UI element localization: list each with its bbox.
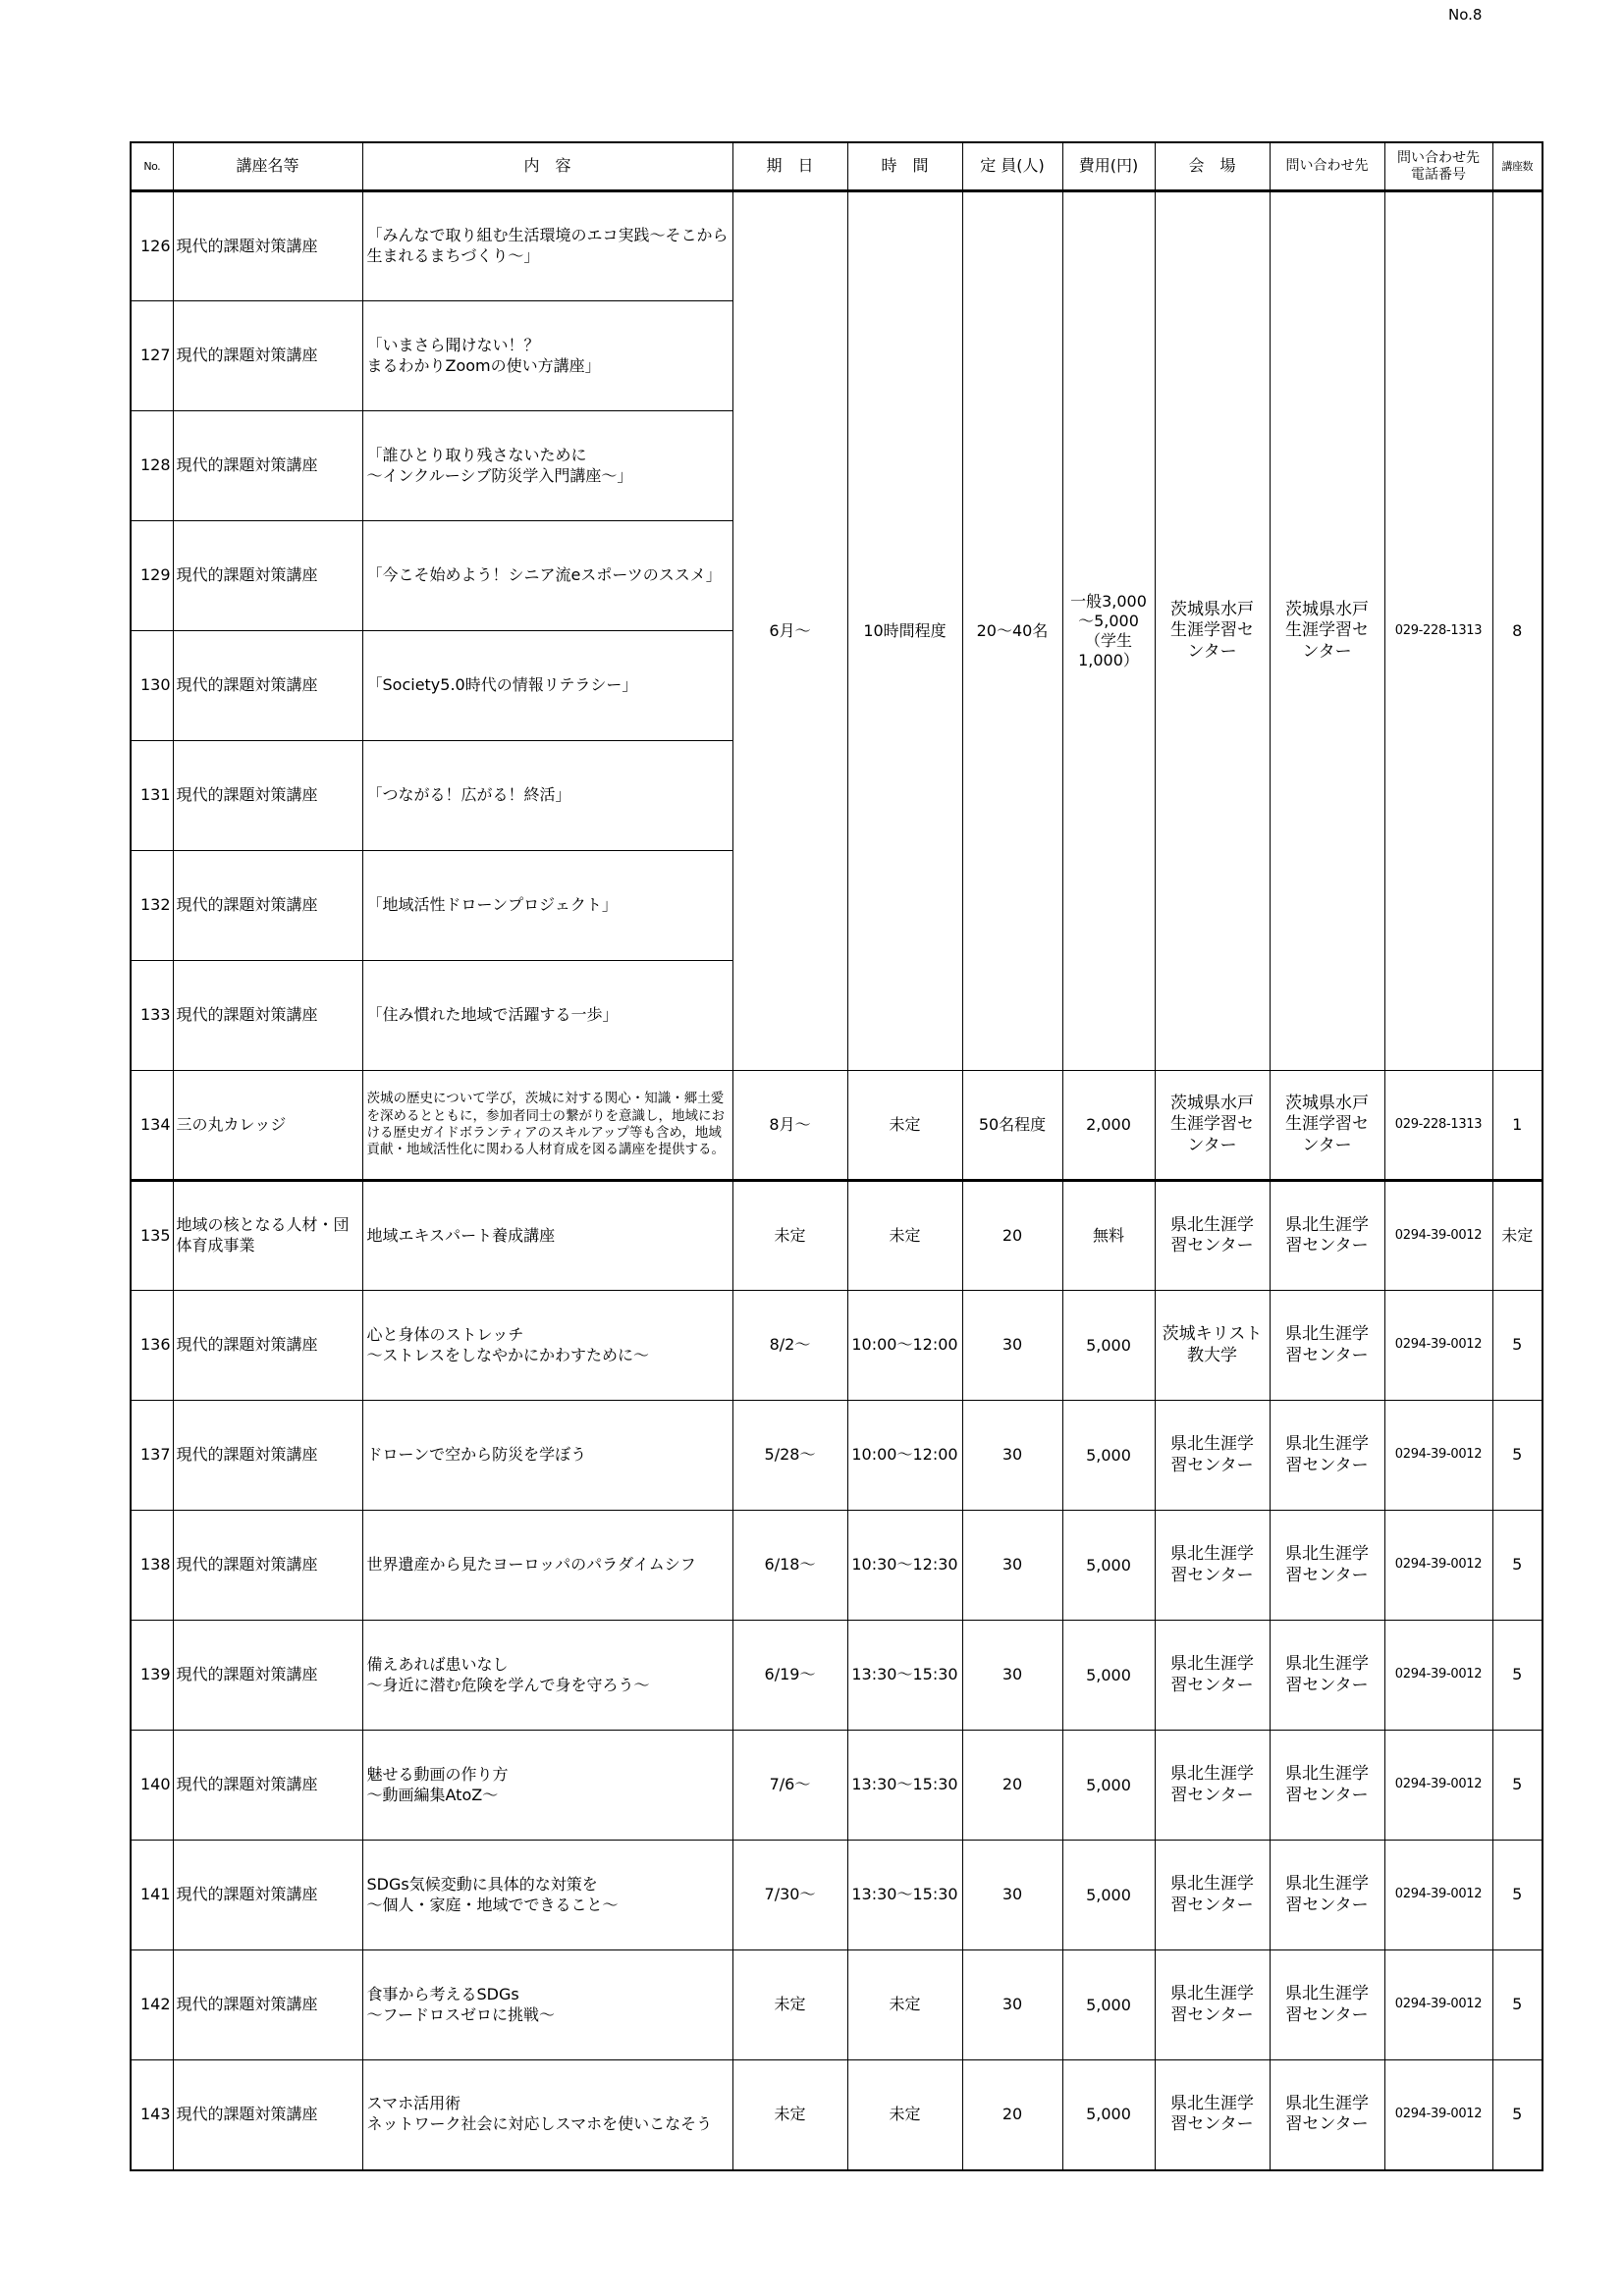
row-no: 134 <box>131 1071 173 1181</box>
row-no: 136 <box>131 1291 173 1401</box>
row-count: 5 <box>1492 1731 1543 1841</box>
row-venue: 県北生涯学 習センター <box>1155 1401 1270 1511</box>
row-no: 142 <box>131 1950 173 2060</box>
row-contact: 茨城県水戸 生涯学習セ ンター <box>1270 1071 1384 1181</box>
row-content: 「誰ひとり取り残さないために ～インクルーシブ防災学入門講座～」 <box>362 411 732 521</box>
row-no: 135 <box>131 1181 173 1291</box>
row-capacity: 30 <box>962 1511 1062 1621</box>
row-no: 127 <box>131 301 173 411</box>
row-venue: 茨城キリスト 教大学 <box>1155 1291 1270 1401</box>
row-capacity: 30 <box>962 1950 1062 2060</box>
row-course: 現代的課題対策講座 <box>173 1841 362 1950</box>
table-row <box>131 1731 1543 1841</box>
row-capacity: 20 <box>962 1181 1062 1291</box>
row-time: 13:30～15:30 <box>847 1841 962 1950</box>
table-row <box>131 1401 1543 1511</box>
row-no: 138 <box>131 1511 173 1621</box>
row-content: 世界遺産から見たヨーロッパのパラダイムシフ <box>362 1511 732 1621</box>
row-content: 茨城の歴史について学び，茨城に対する関心・知識・郷土愛を深めるとともに，参加者同士の繋がりを意識し，地域における歴史ガイドボランティアのスキルアップ等も含め，地域貢献・地域活性化に関わる人材育成を図る講座を提供する。 <box>362 1071 732 1181</box>
row-no: 139 <box>131 1621 173 1731</box>
row-count: 5 <box>1492 1621 1543 1731</box>
row-contact: 県北生涯学 習センター <box>1270 1511 1384 1621</box>
row-fee: 5,000 <box>1062 1841 1155 1950</box>
row-time: 未定 <box>847 1950 962 2060</box>
row-content: 心と身体のストレッチ ～ストレスをしなやかにかわすために～ <box>362 1291 732 1401</box>
row-venue: 県北生涯学 習センター <box>1155 1731 1270 1841</box>
row-course: 現代的課題対策講座 <box>173 411 362 521</box>
row-phone: 0294-39-0012 <box>1384 1841 1492 1950</box>
row-venue: 茨城県水戸 生涯学習セ ンター <box>1155 1071 1270 1181</box>
header-no: No. <box>131 142 173 191</box>
table-row <box>131 1621 1543 1731</box>
row-venue: 県北生涯学 習センター <box>1155 1950 1270 2060</box>
row-course: 現代的課題対策講座 <box>173 741 362 851</box>
row-date: 未定 <box>732 2060 847 2170</box>
table-row <box>131 1291 1543 1401</box>
row-contact: 県北生涯学 習センター <box>1270 2060 1384 2170</box>
row-venue: 県北生涯学 習センター <box>1155 1841 1270 1950</box>
row-venue: 県北生涯学 習センター <box>1155 1511 1270 1621</box>
group-date: 6月～ <box>732 191 847 1071</box>
row-no: 126 <box>131 191 173 301</box>
course-table <box>130 141 1543 2171</box>
row-count: 未定 <box>1492 1181 1543 1291</box>
row-count: 5 <box>1492 1511 1543 1621</box>
row-no: 133 <box>131 961 173 1071</box>
row-content: 「住み慣れた地域で活躍する一歩」 <box>362 961 732 1071</box>
row-contact: 県北生涯学 習センター <box>1270 1841 1384 1950</box>
row-date: 6/18～ <box>732 1511 847 1621</box>
row-phone: 0294-39-0012 <box>1384 1731 1492 1841</box>
row-contact: 県北生涯学 習センター <box>1270 1401 1384 1511</box>
row-phone: 0294-39-0012 <box>1384 1511 1492 1621</box>
header-row <box>131 142 1543 191</box>
row-course: 現代的課題対策講座 <box>173 851 362 961</box>
row-time: 10:30～12:30 <box>847 1511 962 1621</box>
row-content: 魅せる動画の作り方 ～動画編集AtoZ～ <box>362 1731 732 1841</box>
row-no: 130 <box>131 631 173 741</box>
row-fee: 5,000 <box>1062 1401 1155 1511</box>
row-content: 「地域活性ドローンプロジェクト」 <box>362 851 732 961</box>
row-no: 137 <box>131 1401 173 1511</box>
row-content: 食事から考えるSDGs ～フードロスゼロに挑戦～ <box>362 1950 732 2060</box>
row-phone: 0294-39-0012 <box>1384 1401 1492 1511</box>
row-venue: 県北生涯学 習センター <box>1155 2060 1270 2170</box>
row-fee: 無料 <box>1062 1181 1155 1291</box>
row-content: SDGs気候変動に具体的な対策を ～個人・家庭・地域でできること～ <box>362 1841 732 1950</box>
row-content: 「いまさら聞けない！？ まるわかりZoomの使い方講座」 <box>362 301 732 411</box>
row-no: 129 <box>131 521 173 631</box>
row-contact: 県北生涯学 習センター <box>1270 1621 1384 1731</box>
row-fee: 5,000 <box>1062 1731 1155 1841</box>
row-course: 地域の核となる人材・団体育成事業 <box>173 1181 362 1291</box>
row-capacity: 50名程度 <box>962 1071 1062 1181</box>
row-capacity: 30 <box>962 1401 1062 1511</box>
row-phone: 029-228-1313 <box>1384 1071 1492 1181</box>
row-fee: 2,000 <box>1062 1071 1155 1181</box>
row-date: 8月～ <box>732 1071 847 1181</box>
row-course: 現代的課題対策講座 <box>173 1621 362 1731</box>
row-course: 現代的課題対策講座 <box>173 961 362 1071</box>
row-fee: 5,000 <box>1062 1950 1155 2060</box>
row-time: 未定 <box>847 2060 962 2170</box>
row-course: 現代的課題対策講座 <box>173 1511 362 1621</box>
header-count: 講座数 <box>1492 142 1543 191</box>
row-no: 131 <box>131 741 173 851</box>
row-course: 現代的課題対策講座 <box>173 1731 362 1841</box>
row-phone: 0294-39-0012 <box>1384 2060 1492 2170</box>
row-capacity: 30 <box>962 1291 1062 1401</box>
row-date: 未定 <box>732 1950 847 2060</box>
header-content: 内 容 <box>362 142 732 191</box>
row-date: 6/19～ <box>732 1621 847 1731</box>
header-course: 講座名等 <box>173 142 362 191</box>
row-capacity: 20 <box>962 2060 1062 2170</box>
row-contact: 県北生涯学 習センター <box>1270 1731 1384 1841</box>
row-fee: 5,000 <box>1062 2060 1155 2170</box>
row-count: 5 <box>1492 2060 1543 2170</box>
table-row <box>131 1071 1543 1181</box>
row-time: 10:00～12:00 <box>847 1291 962 1401</box>
table-row <box>131 2060 1543 2170</box>
row-phone: 0294-39-0012 <box>1384 1181 1492 1291</box>
header-time: 時 間 <box>847 142 962 191</box>
row-time: 10:00～12:00 <box>847 1401 962 1511</box>
row-course: 現代的課題対策講座 <box>173 631 362 741</box>
row-count: 5 <box>1492 1291 1543 1401</box>
row-course: 現代的課題対策講座 <box>173 1291 362 1401</box>
row-contact: 県北生涯学 習センター <box>1270 1950 1384 2060</box>
row-time: 未定 <box>847 1071 962 1181</box>
row-phone: 0294-39-0012 <box>1384 1950 1492 2060</box>
table-row <box>131 1841 1543 1950</box>
table-row <box>131 1950 1543 2060</box>
row-content: スマホ活用術 ネットワーク社会に対応しスマホを使いこなそう <box>362 2060 732 2170</box>
header-capacity: 定 員(人) <box>962 142 1062 191</box>
table-row <box>131 1181 1543 1291</box>
row-content: 「今こそ始めよう！シニア流eスポーツのススメ」 <box>362 521 732 631</box>
row-fee: 5,000 <box>1062 1621 1155 1731</box>
row-no: 141 <box>131 1841 173 1950</box>
row-course: 現代的課題対策講座 <box>173 1401 362 1511</box>
row-time: 未定 <box>847 1181 962 1291</box>
row-capacity: 20 <box>962 1731 1062 1841</box>
row-fee: 5,000 <box>1062 1511 1155 1621</box>
row-date: 7/30～ <box>732 1841 847 1950</box>
group-contact: 茨城県水戸 生涯学習セ ンター <box>1270 191 1384 1071</box>
row-count: 5 <box>1492 1841 1543 1950</box>
row-content: 「Society5.0時代の情報リテラシー」 <box>362 631 732 741</box>
header-venue: 会 場 <box>1155 142 1270 191</box>
group-phone: 029-228-1313 <box>1384 191 1492 1071</box>
header-phone: 問い合わせ先 電話番号 <box>1384 142 1492 191</box>
row-time: 13:30～15:30 <box>847 1731 962 1841</box>
group-time: 10時間程度 <box>847 191 962 1071</box>
table-row <box>131 1511 1543 1621</box>
row-capacity: 30 <box>962 1621 1062 1731</box>
page-number: No.8 <box>1448 6 1483 24</box>
row-course: 現代的課題対策講座 <box>173 191 362 301</box>
row-fee: 5,000 <box>1062 1291 1155 1401</box>
header-contact: 問い合わせ先 <box>1270 142 1384 191</box>
row-time: 13:30～15:30 <box>847 1621 962 1731</box>
group-fee: 一般3,000 ～5,000 （学生 1,000） <box>1062 191 1155 1071</box>
row-no: 140 <box>131 1731 173 1841</box>
group-capacity: 20～40名 <box>962 191 1062 1071</box>
row-date: 未定 <box>732 1181 847 1291</box>
row-venue: 県北生涯学 習センター <box>1155 1181 1270 1291</box>
row-course: 三の丸カレッジ <box>173 1071 362 1181</box>
group-count: 8 <box>1492 191 1543 1071</box>
table-row <box>131 191 1543 301</box>
row-date: 7/6～ <box>732 1731 847 1841</box>
row-course: 現代的課題対策講座 <box>173 1950 362 2060</box>
row-count: 5 <box>1492 1950 1543 2060</box>
group-venue: 茨城県水戸 生涯学習セ ンター <box>1155 191 1270 1071</box>
row-content: ドローンで空から防災を学ぼう <box>362 1401 732 1511</box>
row-content: 「つながる！広がる！終活」 <box>362 741 732 851</box>
row-phone: 0294-39-0012 <box>1384 1291 1492 1401</box>
row-course: 現代的課題対策講座 <box>173 521 362 631</box>
row-contact: 県北生涯学 習センター <box>1270 1181 1384 1291</box>
row-course: 現代的課題対策講座 <box>173 301 362 411</box>
row-count: 1 <box>1492 1071 1543 1181</box>
row-capacity: 30 <box>962 1841 1062 1950</box>
row-content: 「みんなで取り組む生活環境のエコ実践～そこから生まれるまちづくり～」 <box>362 191 732 301</box>
row-course: 現代的課題対策講座 <box>173 2060 362 2170</box>
row-venue: 県北生涯学 習センター <box>1155 1621 1270 1731</box>
row-content: 備えあれば患いなし ～身近に潜む危険を学んで身を守ろう～ <box>362 1621 732 1731</box>
row-count: 5 <box>1492 1401 1543 1511</box>
row-contact: 県北生涯学 習センター <box>1270 1291 1384 1401</box>
row-content: 地域エキスパート養成講座 <box>362 1181 732 1291</box>
row-date: 5/28～ <box>732 1401 847 1511</box>
row-no: 132 <box>131 851 173 961</box>
row-no: 128 <box>131 411 173 521</box>
row-phone: 0294-39-0012 <box>1384 1621 1492 1731</box>
header-date: 期 日 <box>732 142 847 191</box>
header-fee: 費用(円) <box>1062 142 1155 191</box>
row-date: 8/2～ <box>732 1291 847 1401</box>
row-no: 143 <box>131 2060 173 2170</box>
